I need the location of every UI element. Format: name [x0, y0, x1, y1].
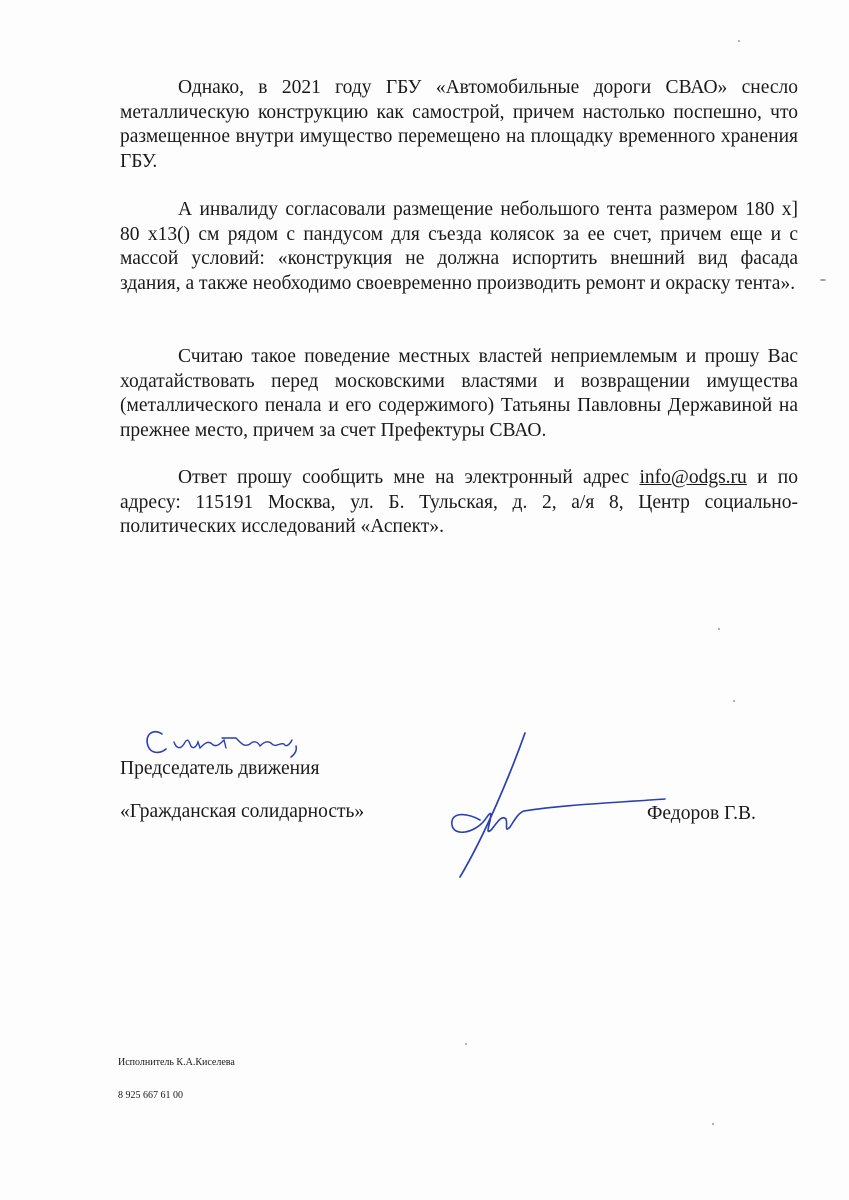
signer-organization: «Гражданская солидарность»	[120, 801, 365, 822]
contact-text-before: Ответ прошу сообщить мне на электронный адрес	[178, 467, 640, 488]
paragraph-request: Считаю такое поведение местных властей неприемлемым и прошу Вас ходатайствовать перед московскими властями и возвращении имущества (металлического пенала и его содержимого) Татьяны Павловны Державиной на прежнее место, причем за счет Префектуры СВАО.	[120, 346, 798, 441]
paragraph-tent-approval: А инвалиду согласовали размещение небольшого тента размером 180 х] 80 х13() см рядом с пандусом для съезда колясок за ее счет, причем еще и с массой условий: «конструкция не должна испортить внешний вид фасада здания, а также необходимо своевременно производить ремонт и окраску тента».	[120, 199, 798, 294]
email-link[interactable]: info@odgs.ru	[639, 467, 747, 488]
scan-speck	[820, 279, 826, 281]
scan-speck	[712, 1123, 714, 1125]
scan-speck	[718, 628, 720, 630]
executor-phone: 8 925 667 61 00	[118, 1090, 183, 1101]
signer-name: Федоров Г.В.	[647, 803, 756, 824]
scan-speck	[733, 700, 735, 702]
scan-speck	[465, 1043, 467, 1045]
scan-speck	[738, 40, 740, 42]
handwritten-greeting	[140, 722, 310, 762]
paragraph-contact	[120, 466, 798, 540]
signer-position: Председатель движения	[120, 758, 320, 779]
contact-text-after: и по адресу: 115191 Москва, ул. Б. Тульская, д. 2, а/я 8, Центр социально-политических исследований «Аспект».	[120, 467, 798, 538]
paragraph-demolition: Однако, в 2021 году ГБУ «Автомобильные дороги СВАО» снесло металлическую конструкцию как самострой, причем настолько поспешно, что размещенное внутри имущество перемещено на площадку временного хранения ГБУ.	[120, 77, 798, 172]
executor-line: Исполнитель К.А.Киселева	[118, 1057, 235, 1068]
handwritten-signature	[440, 725, 670, 885]
